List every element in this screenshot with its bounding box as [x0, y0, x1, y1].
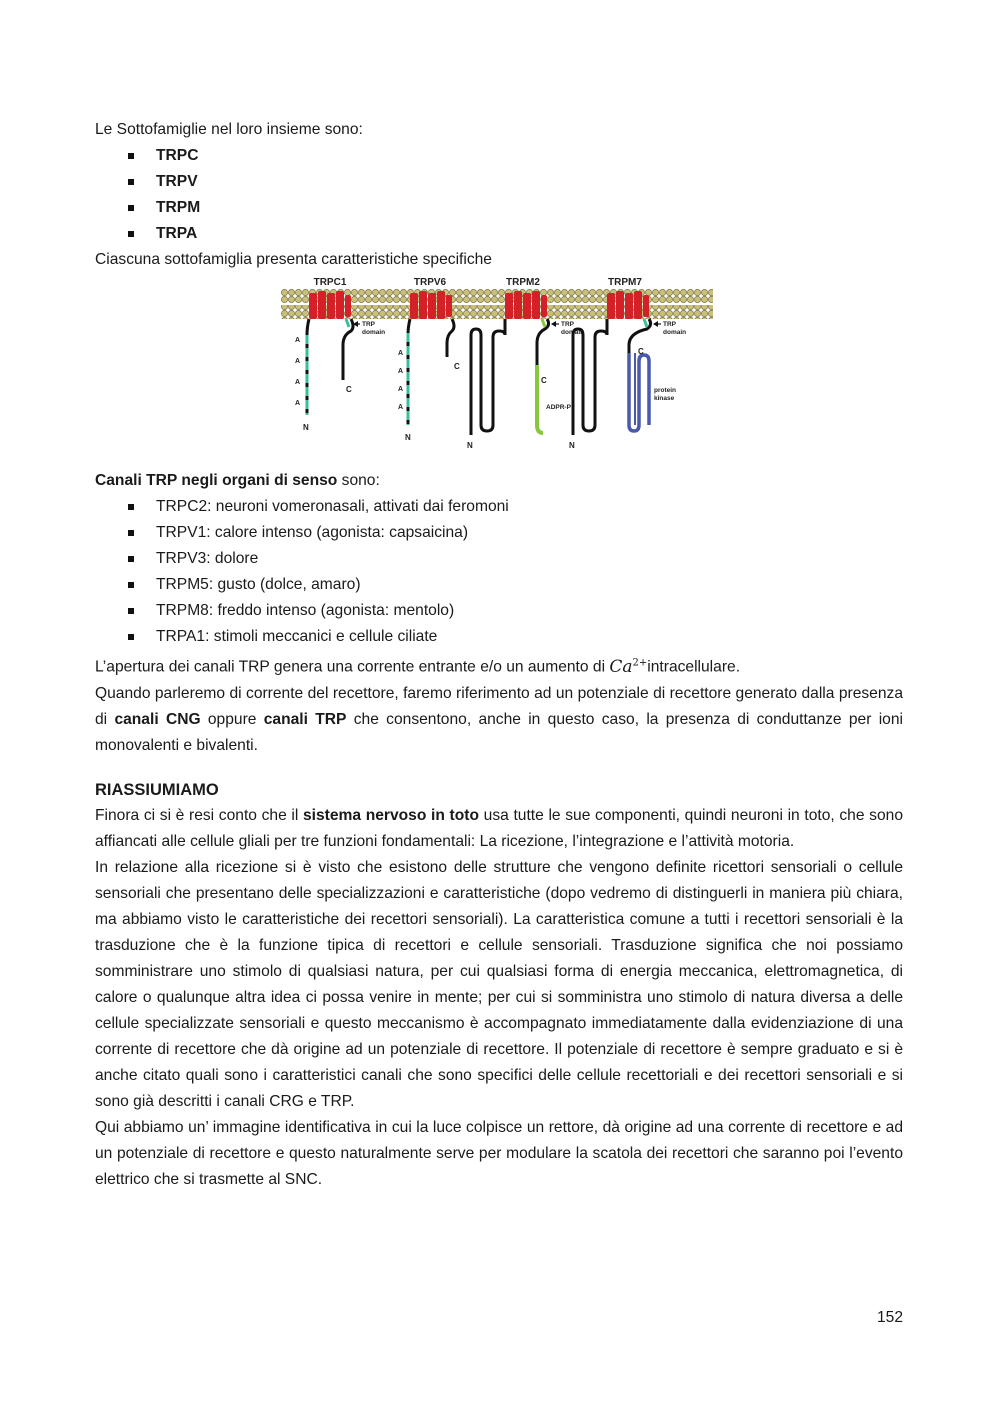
svg-text:C: C: [638, 347, 644, 356]
summary-title: RIASSIUMIAMO: [95, 780, 219, 799]
svg-text:ADPR-P: ADPR-P: [546, 404, 571, 411]
svg-text:N: N: [467, 441, 473, 450]
sense-list: [95, 494, 903, 650]
channel-label-trpc1: TRPC1: [313, 277, 347, 288]
svg-text:domain: domain: [362, 329, 386, 336]
sense-heading: Canali TRP negli organi di senso sono:: [95, 472, 380, 489]
svg-text:C: C: [541, 376, 547, 385]
list-item: TRPC: [128, 143, 903, 169]
svg-text:domain: domain: [663, 329, 687, 336]
svg-text:TRP: TRP: [663, 321, 676, 328]
page-number: 152: [876, 1309, 903, 1326]
svg-text:domain: domain: [561, 329, 585, 336]
svg-text:kinase: kinase: [654, 395, 675, 402]
svg-text:A: A: [295, 400, 301, 407]
current-paragraph: Quando parleremo di corrente del recettore, faremo riferimento ad un potenziale di recettore generato dalla presenza di canali CNG oppure canali TRP che consentono, anche in questo caso, la presenza di conduttanze per ioni monovalenti e bivalenti.: [95, 684, 903, 754]
opening-paragraph: L’apertura dei canali TRP genera una corrente entrante e/o un aumento di $Ca^{2+}intracellulare$.: [95, 656, 741, 677]
svg-text:A: A: [295, 379, 301, 386]
summary-paragraph-1: Finora ci si è resi conto che il sistema nervoso in toto usa tutte le sue componenti, quindi neuroni in toto, che sono affiancati alle cellule gliali per tre funzioni fondamentali: La ricezione, l’integrazione e l’attività motoria.: [95, 806, 903, 850]
svg-text:A: A: [398, 368, 404, 375]
svg-text:TRP: TRP: [362, 321, 375, 328]
list-item: TRPV1: calore intenso (agonista: capsaicina): [128, 520, 903, 546]
channel-label-trpm2: TRPM2: [506, 277, 540, 288]
svg-text:A: A: [295, 337, 301, 344]
list-item: TRPV: [128, 169, 903, 195]
list-item: TRPM5: gusto (dolce, amaro): [128, 572, 903, 598]
calcium-formula: $Ca^{2+}$: [609, 656, 648, 677]
list-item: TRPA1: stimoli meccanici e cellule ciliate: [128, 624, 903, 650]
subfamily-list: [95, 143, 903, 247]
svg-text:TRP: TRP: [561, 321, 574, 328]
summary-paragraph-2: In relazione alla ricezione si è visto che esistono delle strutture che vengono definite ricettori sensoriali o cellule sensoriali che presentano delle specializzazioni e caratteristiche (dopo vedremo di distinguerli in maniera più chiara, ma abbiamo visto le caratteristiche dei recettori sensoriali). La caratteristica comune a tutti i recettori sensoriali è la trasduzione che è la funzione tipica di recettori e cellule sensoriali. Trasduzione significa che noi possiamo somministrare uno stimolo di qualsiasi natura, per cui qualsiasi forma di energia meccanica, elettromagnetica, di calore o qualunque altra idea ci possa venire in mente; per cui si somministra uno stimolo di natura diversa a delle cellule specializzate sensoriali e questo meccanismo è accompagnato immediatamente dalla evidenziazione di una corrente di recettore che dà origine ad un potenziale di recettore. Il potenziale di recettore è sempre graduato e si è anche citato quali sono i caratteristici canali che sono specifici delle cellule recettoriali e dei recettori sensoriali e si sono già descritti i canali CRG e TRP.: [95, 858, 903, 1110]
subfamilies-note: Ciascuna sottofamiglia presenta caratteristiche specifiche: [95, 251, 492, 268]
list-item: TRPM: [128, 195, 903, 221]
channel-label-trpv6: TRPV6: [413, 277, 447, 288]
svg-text:N: N: [405, 433, 411, 442]
trp-channels-figure: [267, 275, 729, 459]
svg-text:N: N: [569, 441, 575, 450]
svg-text:N: N: [303, 423, 309, 432]
intro-text: Le Sottofamiglie nel loro insieme sono:: [95, 121, 363, 138]
svg-text:C: C: [454, 362, 460, 371]
list-item: TRPM8: freddo intenso (agonista: mentolo): [128, 598, 903, 624]
svg-text:A: A: [398, 386, 404, 393]
svg-text:protein: protein: [654, 387, 677, 394]
channel-label-trpm7: TRPM7: [608, 277, 642, 288]
document-page: [95, 117, 903, 1193]
list-item: TRPC2: neuroni vomeronasali, attivati dai feromoni: [128, 494, 903, 520]
svg-text:A: A: [398, 404, 404, 411]
list-item: TRPA: [128, 221, 903, 247]
svg-text:A: A: [295, 358, 301, 365]
summary-paragraph-3: Qui abbiamo un’ immagine identificativa in cui la luce colpisce un rettore, dà origine ad una corrente di recettore e ad un potenziale di recettore e questo naturalmente serve per modulare la scatola dei recettori che saranno poi l’evento elettrico che si trasmette al SNC.: [95, 1118, 903, 1188]
svg-text:A: A: [398, 350, 404, 357]
svg-text:C: C: [346, 385, 352, 394]
list-item: TRPV3: dolore: [128, 546, 903, 572]
